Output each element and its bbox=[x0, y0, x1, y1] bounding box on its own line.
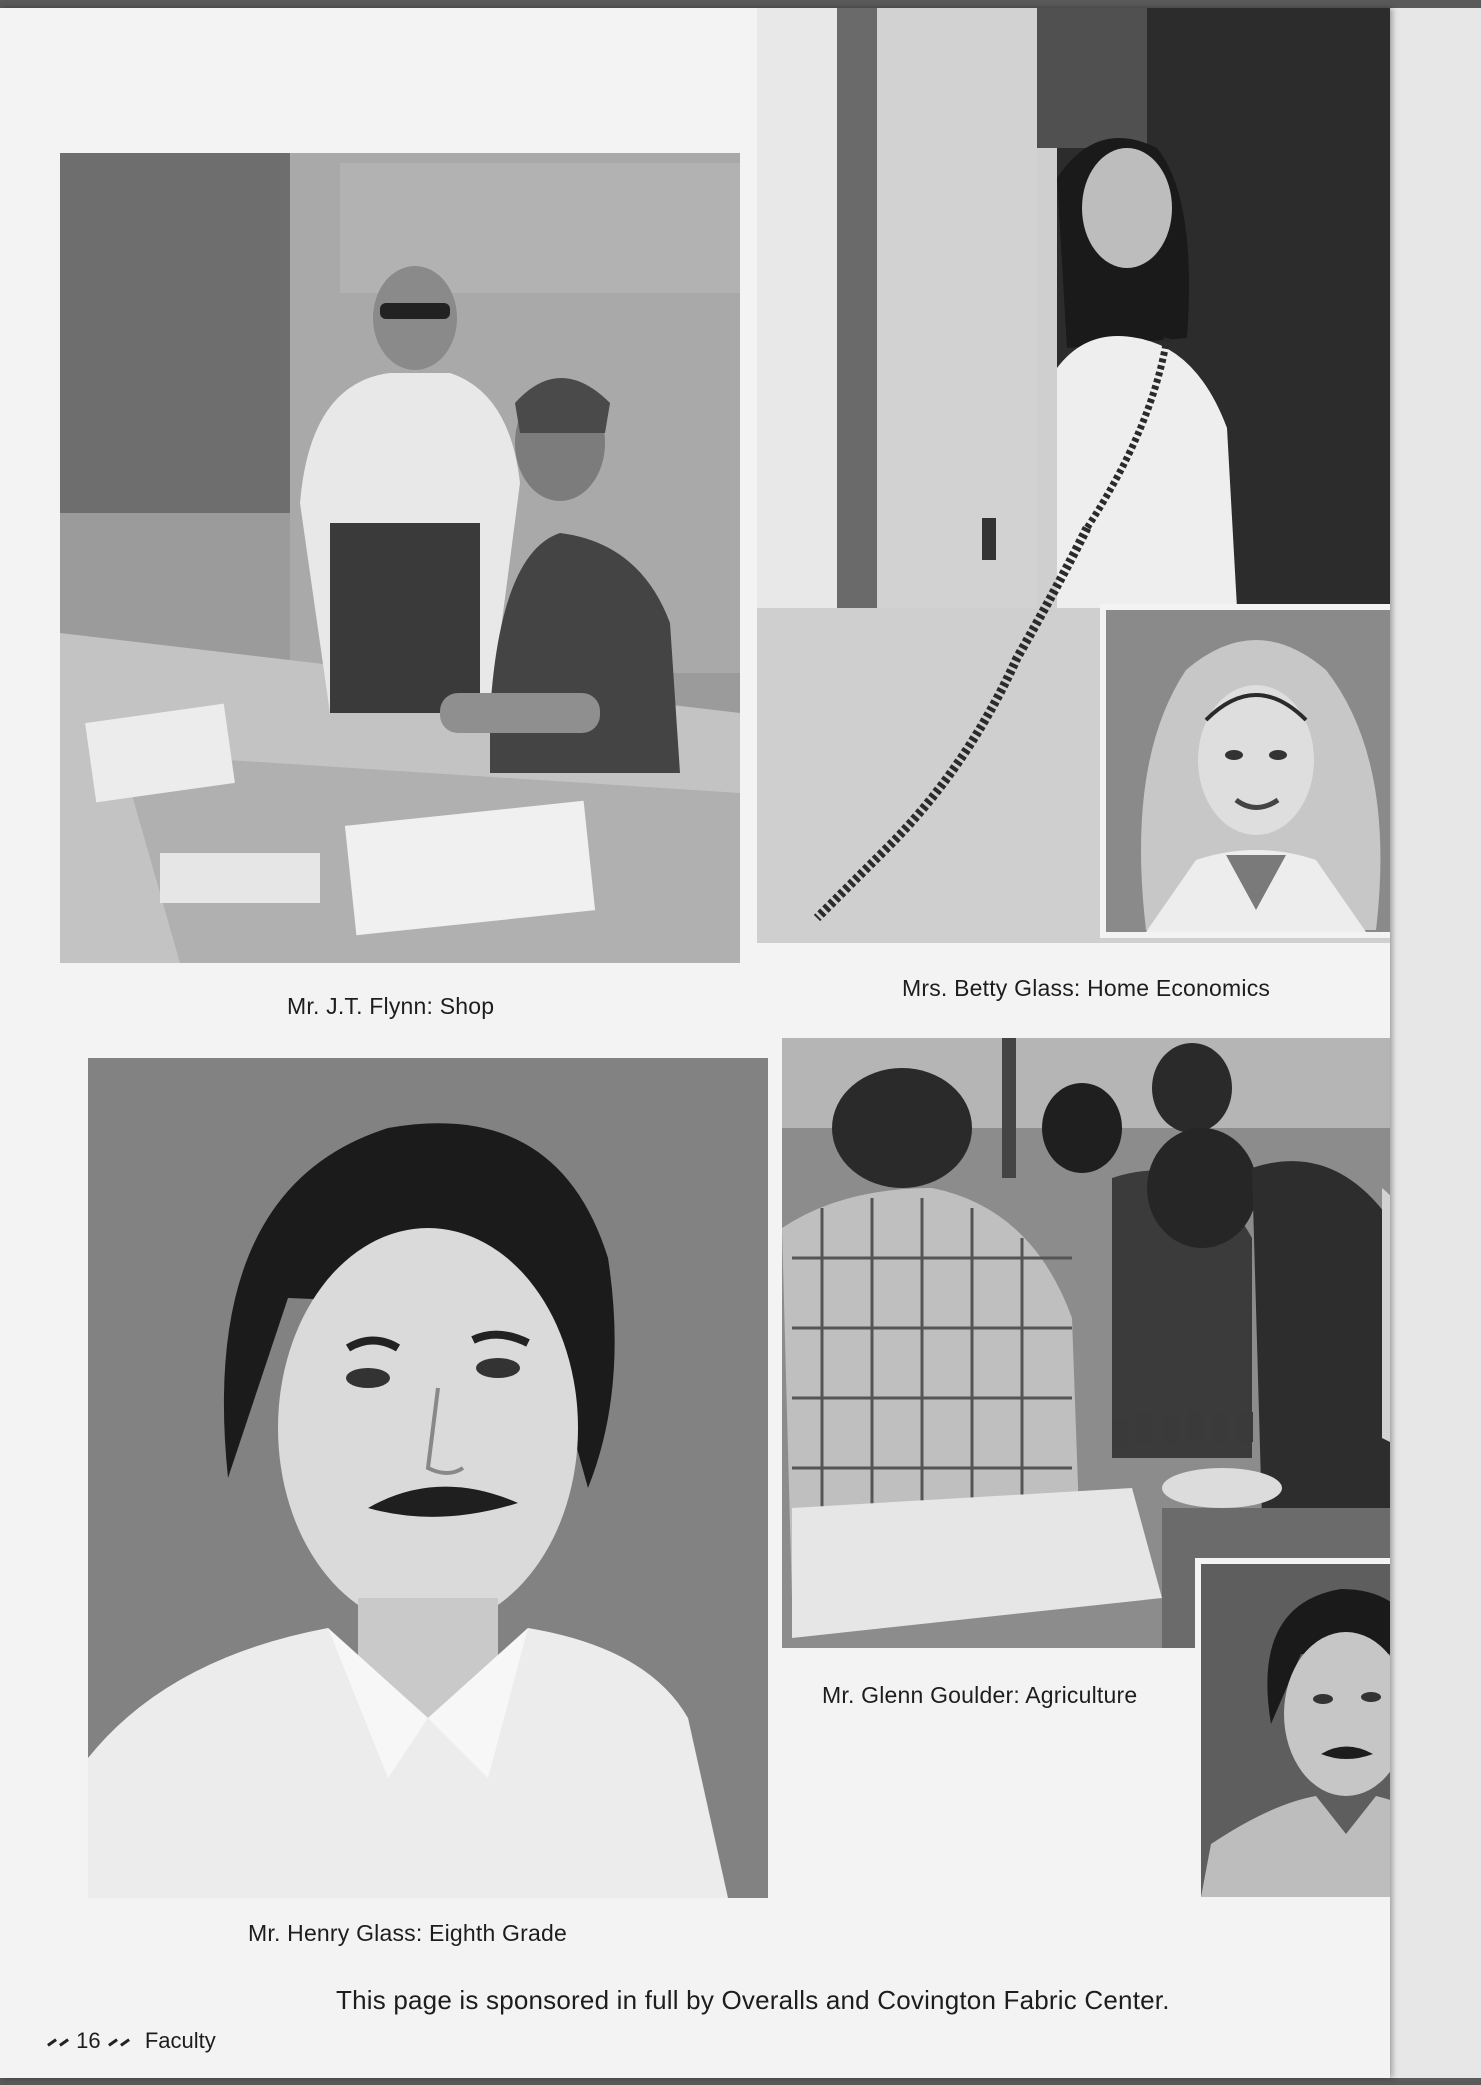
caption-henry-glass: Mr. Henry Glass: Eighth Grade bbox=[248, 1920, 567, 1946]
section-label: Faculty bbox=[144, 2028, 216, 2053]
page-number: 16 bbox=[76, 2028, 101, 2053]
page-footer bbox=[46, 2028, 216, 2054]
yearbook-page bbox=[0, 8, 1390, 2078]
photo-agriculture-class bbox=[782, 1038, 1390, 1648]
ornament-left bbox=[47, 2038, 57, 2046]
sponsor-line: This page is sponsored in full by Overalls and Covington Fabric Center. bbox=[336, 1985, 1170, 2015]
caption-goulder: Mr. Glenn Goulder: Agriculture bbox=[822, 1682, 1138, 1708]
caption-betty-glass: Mrs. Betty Glass: Home Economics bbox=[902, 975, 1271, 1001]
ornament-right-2 bbox=[120, 2038, 130, 2046]
photo-goulder-portrait bbox=[1195, 1558, 1390, 1903]
ornament-right bbox=[108, 2038, 118, 2046]
photo-betty-glass-portrait bbox=[1100, 604, 1390, 938]
caption-flynn: Mr. J.T. Flynn: Shop bbox=[287, 993, 495, 1019]
ornament-left-2 bbox=[59, 2038, 69, 2046]
page-edge bbox=[1390, 8, 1481, 2078]
photo-shop-class bbox=[60, 153, 740, 963]
photo-henry-glass-portrait bbox=[88, 1058, 768, 1898]
